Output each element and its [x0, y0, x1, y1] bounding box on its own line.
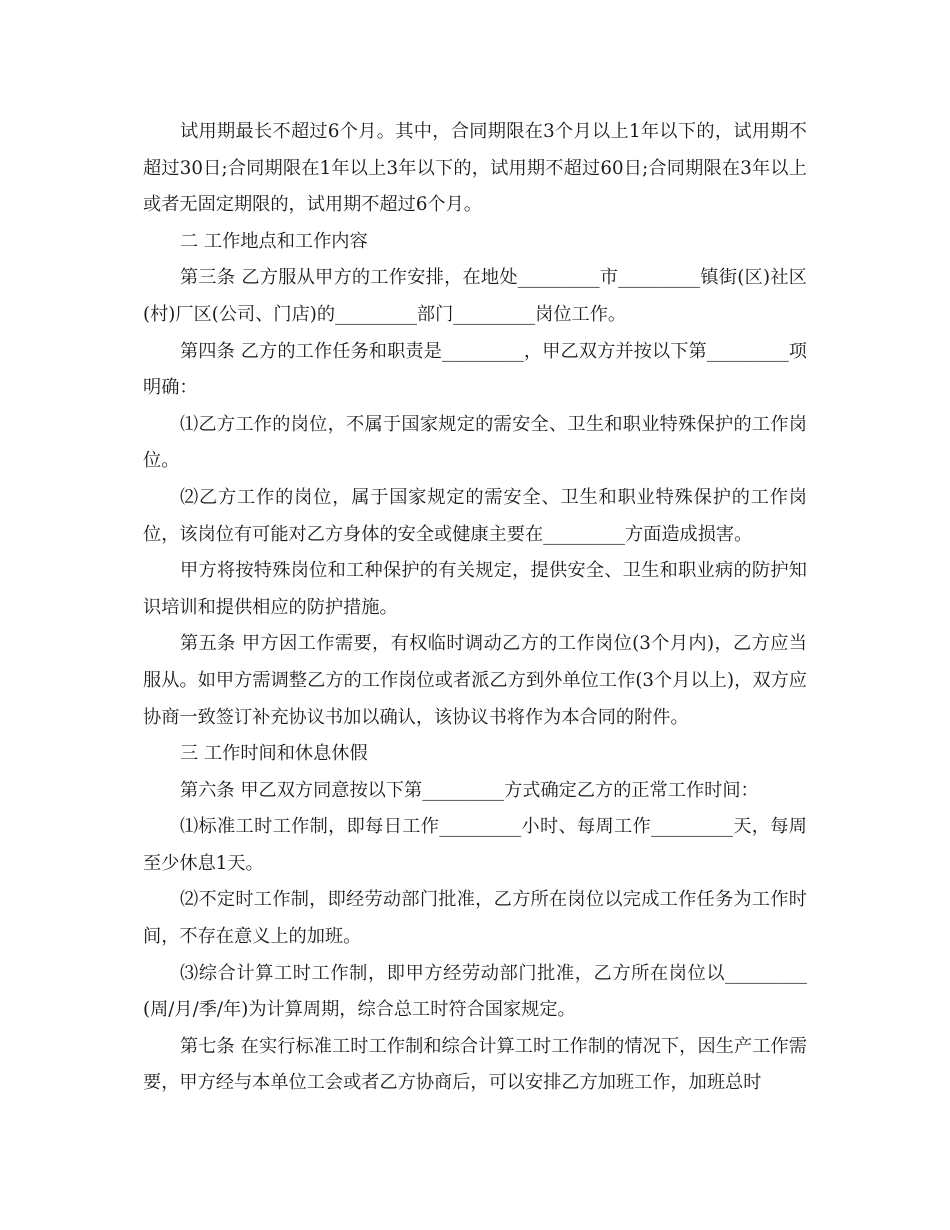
paragraph-article-4-item-2: ⑵乙方工作的岗位，属于国家规定的需安全、卫生和职业特殊保护的工作岗位，该岗位有可能对乙方身体的安全或健康主要在_________方面造成损害。	[143, 486, 807, 545]
paragraph-article-7: 第七条 在实行标准工时工作制和综合计算工时工作制的情况下，因生产工作需要，甲方经与本单位工会或者乙方协商后，可以安排乙方加班工作，加班总时	[143, 1035, 807, 1094]
paragraph-article-4: 第四条 乙方的工作任务和职责是_________，甲乙双方并按以下第_________项明确：	[143, 340, 807, 399]
paragraph-article-6-item-1: ⑴标准工时工作制，即每日工作_________小时、每周工作_________天，每周至少休息1天。	[143, 816, 807, 874]
paragraph-article-6-item-2: ⑵不定时工作制，即经劳动部门批准，乙方所在岗位以完成工作任务为工作时间，不存在意义上的加班。	[143, 889, 807, 948]
paragraph-article-6: 第六条 甲乙双方同意按以下第_________方式确定乙方的正常工作时间：	[180, 779, 759, 801]
paragraph-article-3: 第三条 乙方服从甲方的工作安排，在地处_________市_________镇街(区)社区(村)厂区(公司、门店)的_________部门_________岗位工作。	[143, 267, 807, 325]
paragraph-article-6-item-3: ⑶综合计算工时工作制，即甲方经劳动部门批准，乙方所在岗位以_________(周/月/季/年)为计算周期，综合总工时符合国家规定。	[143, 962, 807, 1021]
section-heading-work-location: 二 工作地点和工作内容	[180, 230, 368, 252]
paragraph-protection: 甲方将按特殊岗位和工种保护的有关规定，提供安全、卫生和职业病的防护知识培训和提供相应的防护措施。	[143, 560, 807, 618]
paragraph-article-4-item-1: ⑴乙方工作的岗位，不属于国家规定的需安全、卫生和职业特殊保护的工作岗位。	[143, 413, 807, 472]
document-body	[143, 114, 807, 1102]
section-heading-work-hours: 三 工作时间和休息休假	[180, 743, 368, 765]
paragraph-probation: 试用期最长不超过6个月。其中，合同期限在3个月以上1年以下的，试用期不超过30日;合同期限在1年以上3年以下的，试用期不超过60日;合同期限在3年以上或者无固定期限的，试用期不超过6个月。	[143, 121, 807, 216]
paragraph-article-5: 第五条 甲方因工作需要，有权临时调动乙方的工作岗位(3个月内)，乙方应当服从。如甲方需调整乙方的工作岗位或者派乙方到外单位工作(3个月以上)，双方应协商一致签订补充协议书加以确认，该协议书将作为本合同的附件。	[143, 633, 807, 728]
